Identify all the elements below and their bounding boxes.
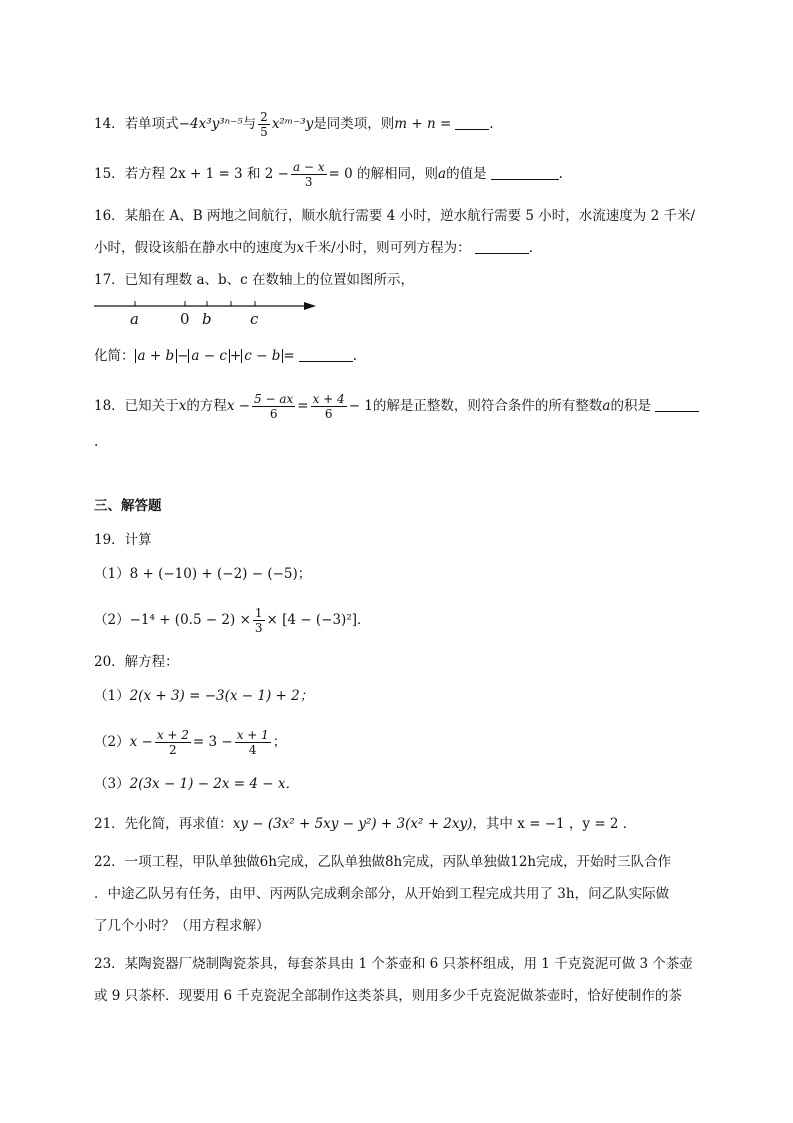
number-line (94, 298, 324, 332)
fraction: $\frac{1}{3}$ (254, 606, 263, 635)
question-18: 18．已知关于x的方程x − $\frac{5 - ax}{6}$ = $\frac{x + 4}{6}$ − 1的解是正整数，则符合条件的所有整数a的积是 (94, 392, 699, 421)
label-c: c (250, 310, 259, 328)
question-22-line3: 了几个小时？（用方程求解） (94, 918, 270, 934)
question-18-end: . (94, 434, 99, 450)
question-21: 21．先化简，再求值：xy − (3x² + 5xy − y²) + 3(x² + 2xy)，其中 x = −1 ，y = 2 ． (94, 816, 637, 832)
answer-blank[interactable] (655, 397, 699, 412)
question-15: 15．若方程 2x + 1 = 3 和 2 − $\frac{a - x}{3}$ = 0 的解相同，则a的值是 . (94, 160, 563, 189)
answer-blank[interactable] (491, 165, 559, 180)
question-14: 14．若单项式−4x³y³ⁿ⁻⁵与 $\frac{2}{5}$ x²ᵐ⁻³y是同类项，则m + n = . (94, 110, 494, 139)
question-22-line2: ．中途乙队另有任务，由甲、丙两队完成剩余部分，从开始到工程完成共用了 3h，问乙队实际做 (94, 886, 670, 902)
fraction: $\frac{x + 1}{4}$ (236, 728, 269, 757)
fraction: $\frac{x + 2}{2}$ (156, 728, 189, 757)
fraction: $\frac{5 - ax}{6}$ (254, 392, 294, 421)
label-a: a (130, 310, 139, 328)
question-20-part3: （3）2(3x − 1) − 2x = 4 − x． (94, 776, 299, 792)
question-22-line1: 22．一项工程，甲队单独做6h完成，乙队单独做8h完成，丙队单独做12h完成，开始时三队合作 (94, 854, 672, 870)
question-19-title: 19．计算 (94, 532, 152, 548)
question-17: 17．已知有理数 a、b、c 在数轴上的位置如图所示， (94, 272, 415, 288)
question-23-line2: 或 9 只茶杯．现要用 6 千克瓷泥全部制作这类茶具，则用多少千克瓷泥做茶壶时，恰好使制作的茶 (94, 988, 682, 1004)
question-20-title: 20．解方程： (94, 654, 179, 670)
question-16-line1: 16．某船在 A、B 两地之间航行，顺水航行需要 4 小时，逆水航行需要 5 小时，水流速度为 2 千米/ (94, 208, 695, 224)
fraction: $\frac{a - x}{3}$ (292, 160, 325, 189)
question-17-simplify: 化简： a + b − a − c + c − b = . (94, 348, 357, 364)
question-19-part2: （2）−1⁴ + (0.5 − 2) × $\frac{1}{3}$ × [4 − (−3)²]． (94, 606, 371, 635)
question-20-part1: （1）2(x + 3) = −3(x − 1) + 2； (94, 688, 314, 704)
fraction: $\frac{2}{5}$ (260, 110, 268, 139)
fraction: $\frac{x + 4}{6}$ (312, 392, 345, 421)
label-zero: 0 (180, 310, 190, 328)
section-title: 三、解答题 (94, 498, 162, 514)
label-b: b (202, 310, 212, 328)
question-19-part1: （1）8 + (−10) + (−2) − (−5)； (94, 566, 312, 582)
answer-blank[interactable] (299, 347, 353, 362)
answer-blank[interactable] (475, 239, 529, 254)
question-23-line1: 23．某陶瓷器厂烧制陶瓷茶具，每套茶具由 1 个茶壶和 6 只茶杯组成，用 1 千克瓷泥可做 3 个茶壶 (94, 956, 693, 972)
answer-blank[interactable] (455, 115, 489, 130)
question-20-part2: （2）x − $\frac{x + 2}{2}$ = 3 − $\frac{x + 1}{4}$ ； (94, 728, 287, 757)
question-16-line2: 小时，假设该船在静水中的速度为x千米/小时，则可列方程为： . (94, 240, 533, 256)
